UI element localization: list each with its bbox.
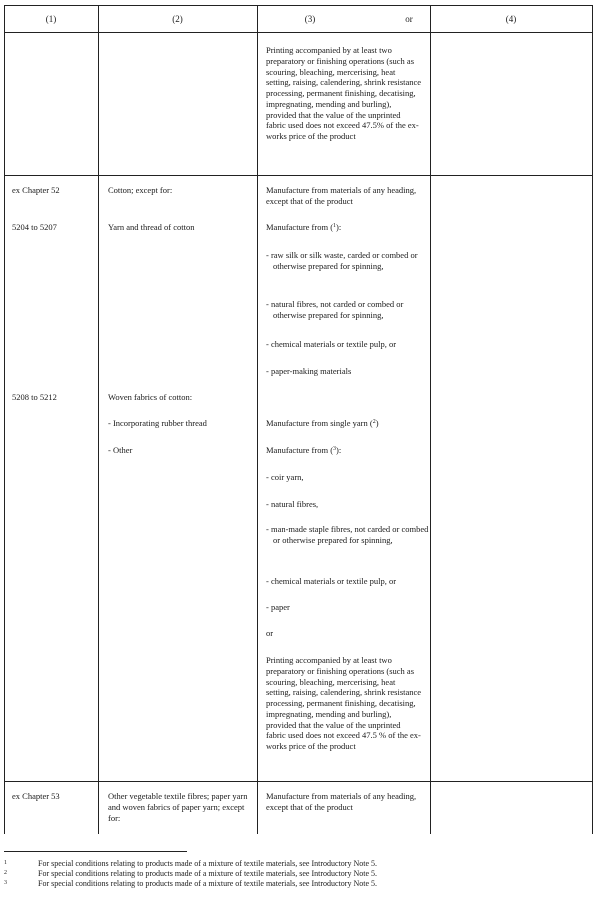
footnote-ref-3[interactable]: 3 [333,446,337,452]
other-rule: Manufacture from ($^3$): [266,445,342,455]
footnote-rule [4,851,187,852]
column-divider-3 [430,5,431,834]
header-col4: (4) [505,14,517,24]
r5204-rule: Manufacture from ($^1$): [266,222,342,232]
rubber-thread-rule: Manufacture from single yarn ($^2$) [266,418,379,428]
footnote-ref-1[interactable]: 1 [333,223,337,229]
ch52-description: Cotton; except for: [108,185,173,195]
footnote-ref-2[interactable]: 2 [372,419,376,425]
footnote-2: 2 For special conditions relating to products made of a mixture of textile materials, see Introductory Note 5. [4,869,378,878]
column-divider-2 [257,5,258,834]
list-item: - chemical materials or textile pulp, or [266,339,397,349]
row-rule [4,781,593,782]
ch53-rule: Manufacture from materials of any heading, except that of the product [266,791,417,812]
row-rule [4,175,593,176]
list-item: - man-made staple fibres, not carded or combed or otherwise prepared for spinning, [266,524,429,545]
printing-rule-bottom: Printing accompanied by at least two preparatory or finishing operations (such as scouring, bleaching, mercerising, heat setting, raising, calendering, shrink resistance processing, permanent finishing, decatising, impregnating, mending and burling), provided that the value of the unprinted fabric used does not exceed 47.5 % of the ex-works price of the product [266,655,422,752]
r5204-description: Yarn and thread of cotton [108,222,195,232]
rubber-thread-description: - Incorporating rubber thread [108,418,207,428]
r5208-description: Woven fabrics of cotton: [108,392,193,402]
list-item: - natural fibres, [266,499,319,509]
list-item: - natural fibres, not carded or combed or otherwise prepared for spinning, [266,299,404,320]
ch52-rule: Manufacture from materials of any heading, except that of the product [266,185,417,206]
ch53-description: Other vegetable textile fibres; paper yarn and woven fabrics of paper yarn; except for: [108,791,248,823]
table-border-left [4,5,5,834]
other-description: - Other [108,445,133,455]
header-col3: (3) [304,14,316,24]
list-item: - chemical materials or textile pulp, or [266,576,397,586]
list-item: - raw silk or silk waste, carded or combed or otherwise prepared for spinning, [266,250,418,271]
ch53-code: ex Chapter 53 [12,791,60,801]
list-item: - coir yarn, [266,472,304,482]
or-separator: or [266,628,274,638]
table-border-right [592,5,593,834]
table-top-rule [4,5,593,6]
header-col1: (1) [45,14,57,24]
header-col2: (2) [172,14,183,24]
r5208-code: 5208 to 5212 [12,392,57,402]
footnote-1: 1 For special conditions relating to products made of a mixture of textile materials, see Introductory Note 5. [4,859,378,868]
footnote-3: 3 For special conditions relating to products made of a mixture of textile materials, see Introductory Note 5. [4,879,378,888]
ch52-code: ex Chapter 52 [12,185,60,195]
list-item: - paper-making materials [266,366,352,376]
header-or: or [405,14,413,24]
rules-of-origin-table [4,5,593,834]
printing-rule-top: Printing accompanied by at least two preparatory or finishing operations (such as scouring, bleaching, mercerising, heat setting, raising, calendering, shrink resistance processing, permanent finishing, decatising, impregnating, mending and burling), provided that the value of the unprinted fabric used does not exceed 47.5% of the ex-works price of the product [266,45,422,142]
list-item: - paper [266,602,290,612]
header-rule [4,32,593,33]
r5204-code: 5204 to 5207 [12,222,57,232]
column-divider-1 [98,5,99,834]
